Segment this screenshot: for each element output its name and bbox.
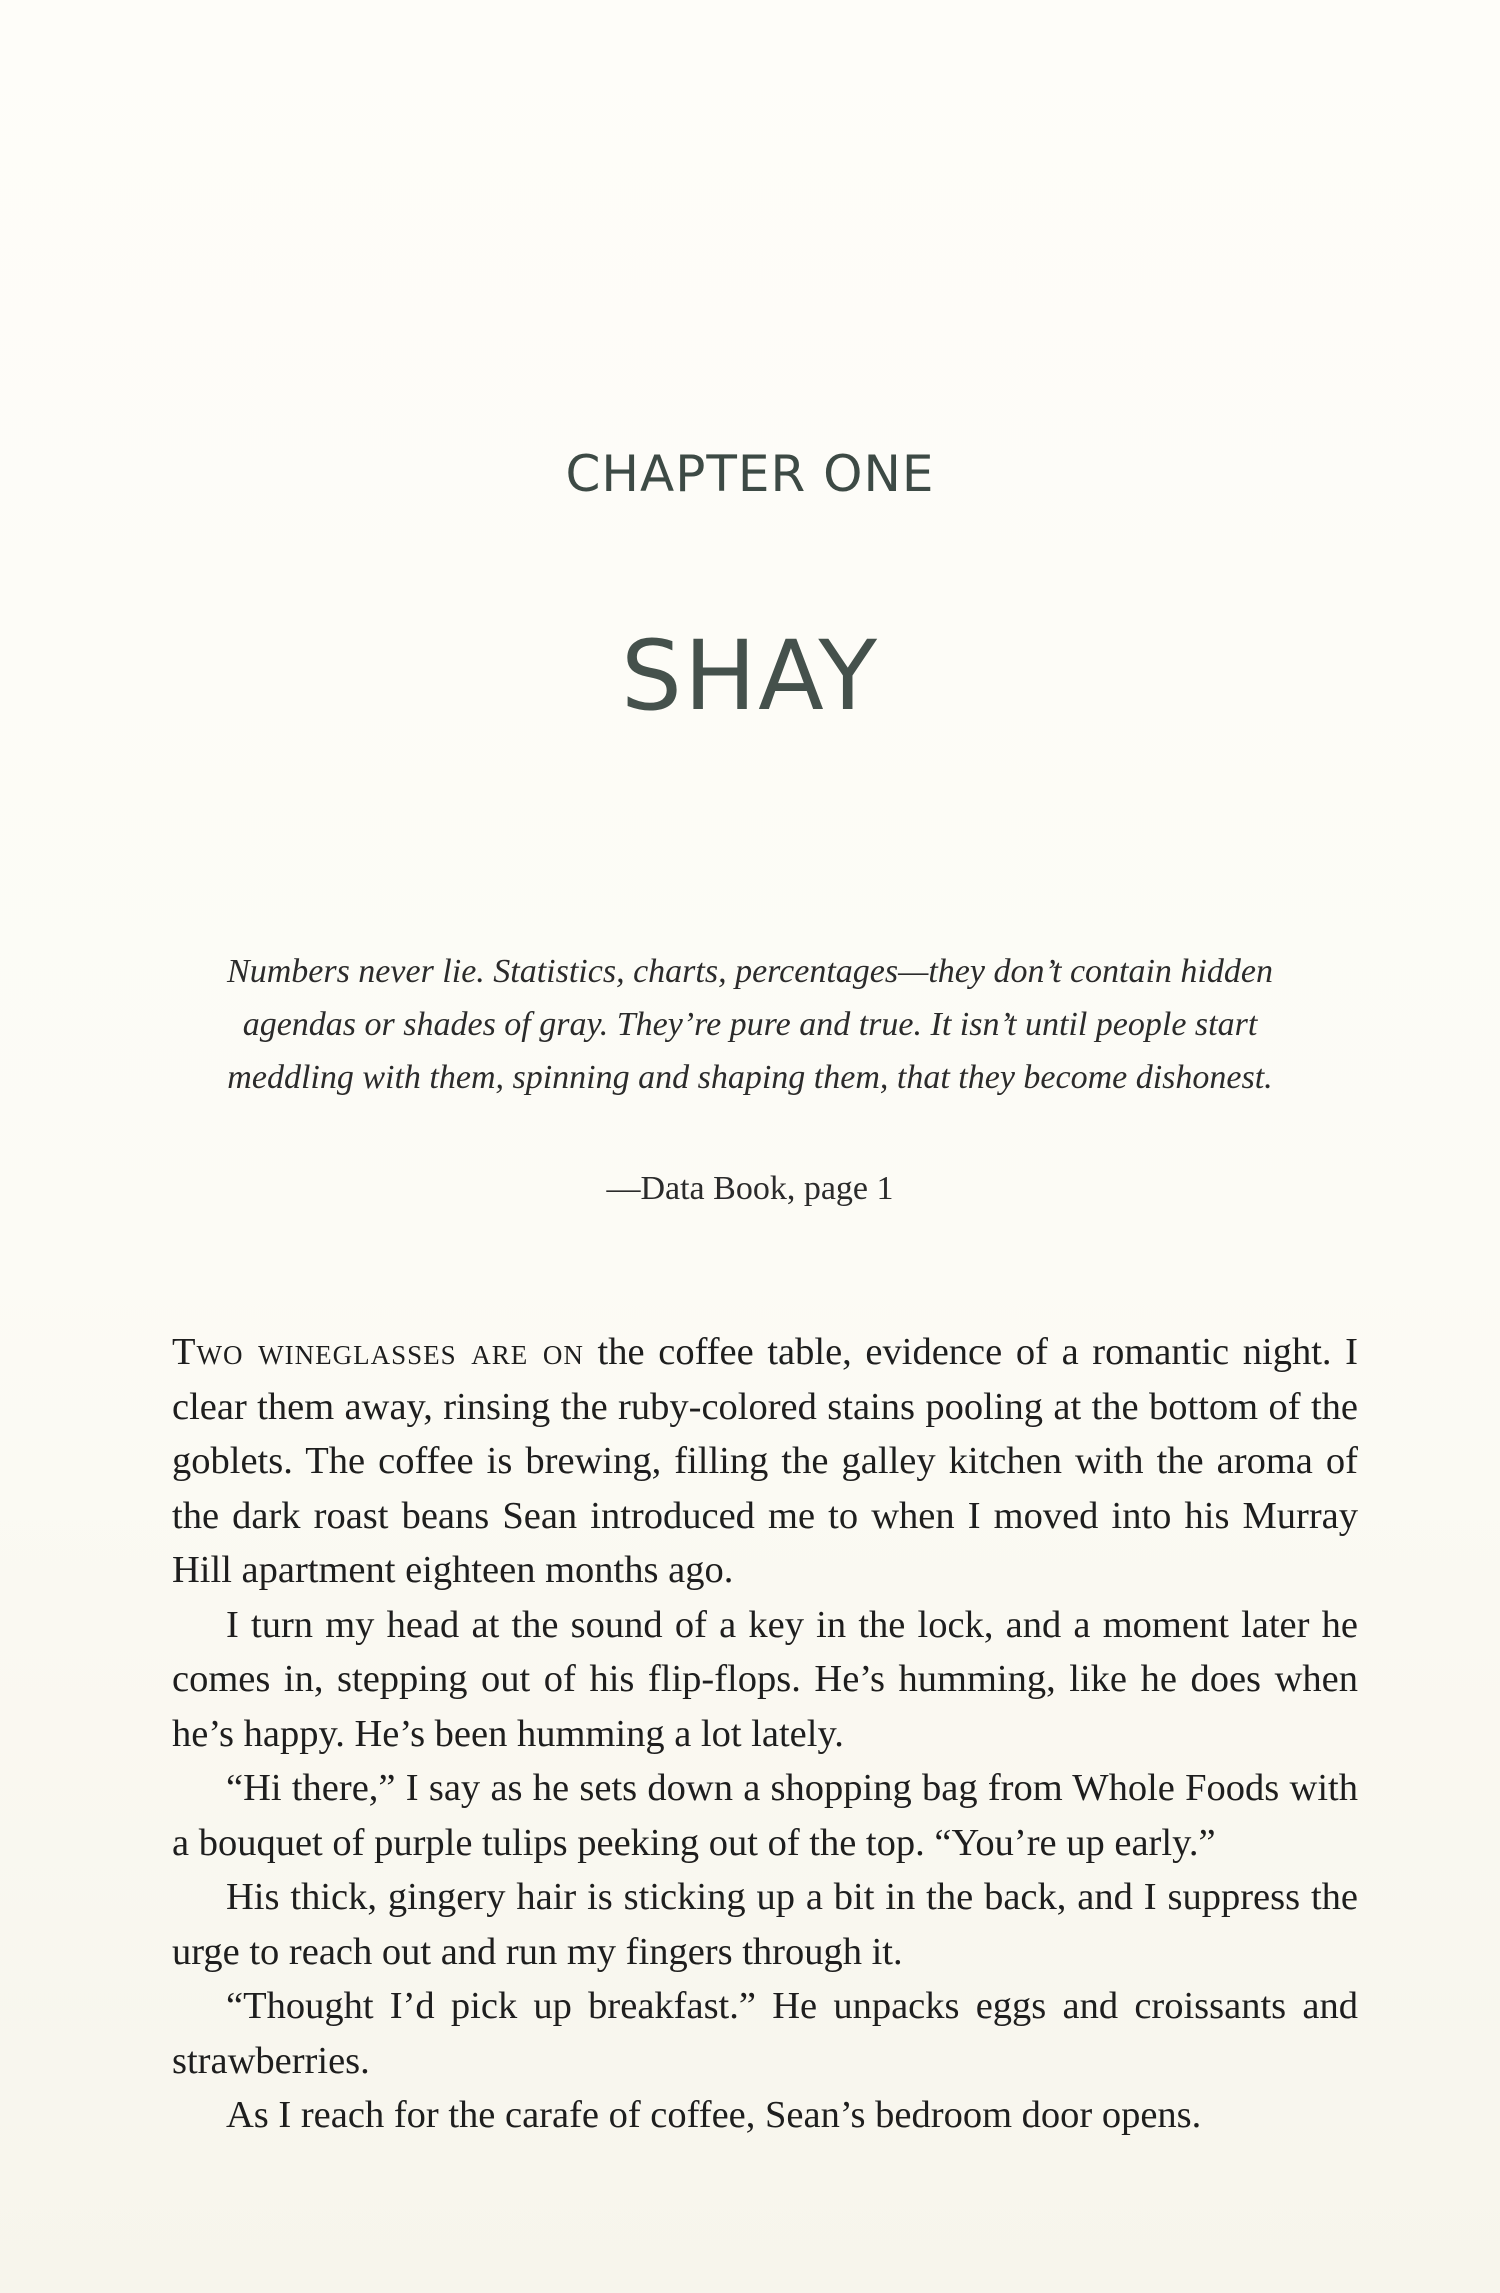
epigraph-attribution: —Data Book, page 1 (606, 1170, 894, 1207)
lead-in: Two wineglasses are on (172, 1331, 584, 1373)
paragraph (172, 1325, 1358, 1598)
paragraph: “Hi there,” I say as he sets down a shopping bag from Whole Foods with a bouquet of purple tulips peeking out of the top. “You’re up early.” (172, 1767, 1358, 1864)
chapter-name: SHAY (621, 620, 879, 732)
paragraph: As I reach for the carafe of coffee, Sean’s bedroom door opens. (226, 2094, 1202, 2136)
paragraph: I turn my head at the sound of a key in the lock, and a moment later he comes in, stepping out of his flip-flops. He’s humming, like he does when he’s happy. He’s been humming a lot lately. (172, 1603, 1358, 1755)
chapter-body (172, 1325, 1358, 2143)
paragraph: His thick, gingery hair is sticking up a bit in the back, and I suppress the urge to reach out and run my fingers through it. (172, 1876, 1358, 1973)
chapter-label: CHAPTER ONE (565, 445, 935, 503)
paragraph-text: the coffee table, evidence of a romantic night. I clear them away, rinsing the ruby-colored stains pooling at the bottom of the goblets. The coffee is brewing, filling the galley kitchen with the aroma of the dark roast beans Sean introduced me to when I moved into his Murray Hill apartment eighteen months ago. (172, 1331, 1358, 1591)
paragraph: “Thought I’d pick up breakfast.” He unpacks eggs and croissants and strawberries. (172, 1985, 1358, 2082)
epigraph-quote: Numbers never lie. Statistics, charts, percentages—they don’t contain hidden agendas or shades of gray. They’re pure and true. It isn’t until people start meddling with them, spinning and shaping them, that they become dishonest. (227, 953, 1273, 1096)
